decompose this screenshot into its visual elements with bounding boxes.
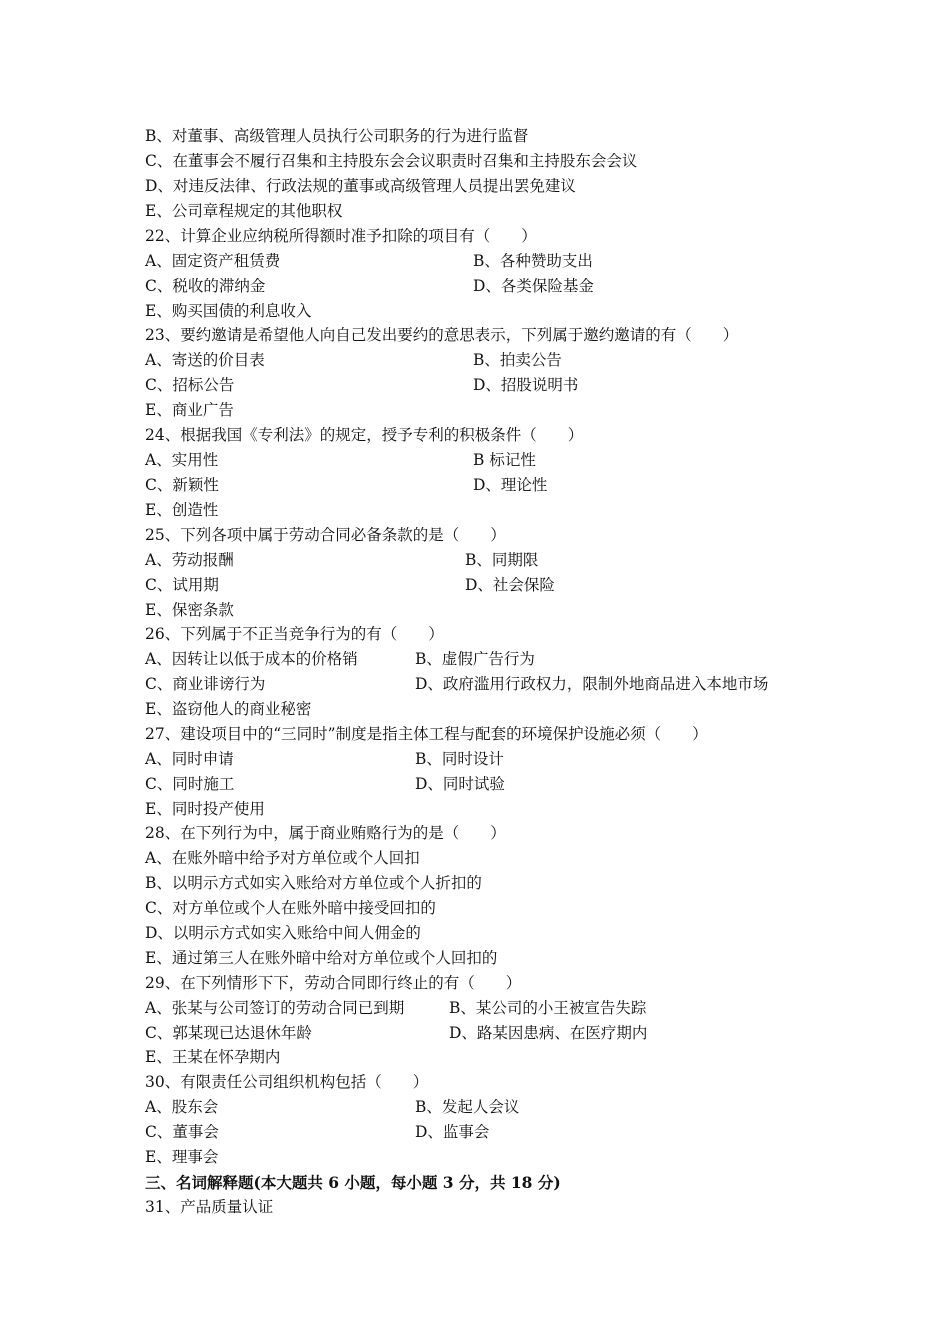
option-d: D、以明示方式如实入账给中间人佣金的 — [145, 924, 421, 942]
option-c: C、郭某现已达退休年龄 — [145, 1024, 312, 1042]
option-c: C、税收的滞纳金 — [145, 277, 266, 295]
option-b: B、各种赞助支出 — [473, 252, 593, 270]
option-line: C、在董事会不履行召集和主持股东会会议职责时召集和主持股东会会议 — [145, 152, 638, 170]
option-a: A、固定资产租赁费 — [145, 252, 281, 270]
option-d: D、路某因患病、在医疗期内 — [449, 1024, 648, 1042]
option-e: E、保密条款 — [145, 601, 234, 619]
question-stem: 30、有限责任公司组织机构包括（ ） — [145, 1073, 429, 1091]
option-c: C、董事会 — [145, 1123, 219, 1141]
option-c: C、试用期 — [145, 576, 219, 594]
option-a: A、同时申请 — [145, 750, 234, 768]
option-line: E、公司章程规定的其他职权 — [145, 202, 343, 220]
option-e: E、王某在怀孕期内 — [145, 1048, 281, 1066]
option-b: B、同时设计 — [415, 750, 504, 768]
option-d: D、政府滥用行政权力，限制外地商品进入本地市场 — [415, 675, 769, 693]
option-b: B、某公司的小王被宣告失踪 — [449, 999, 647, 1017]
question-stem: 25、下列各项中属于劳动合同必备条款的是（ ） — [145, 526, 506, 544]
option-d: D、理论性 — [473, 476, 548, 494]
section-heading: 三、名词解释题(本大题共 6 小题，每小题 3 分，共 18 分) — [145, 1173, 561, 1192]
option-b: B、虚假广告行为 — [415, 650, 535, 668]
option-e: E、盗窃他人的商业秘密 — [145, 700, 312, 718]
question-stem: 26、下列属于不正当竞争行为的有（ ） — [145, 625, 444, 643]
question-stem: 22、计算企业应纳税所得额时准予扣除的项目有（ ） — [145, 227, 537, 245]
option-e: E、通过第三人在账外暗中给对方单位或个人回扣的 — [145, 949, 498, 967]
option-line: B、对董事、高级管理人员执行公司职务的行为进行监督 — [145, 127, 529, 145]
question-stem: 24、根据我国《专利法》的规定，授予专利的积极条件（ ） — [145, 426, 584, 444]
option-e: E、同时投产使用 — [145, 800, 265, 818]
option-e: E、购买国债的利息收入 — [145, 302, 312, 320]
option-a: A、劳动报酬 — [145, 551, 234, 569]
question-stem: 29、在下列情形下下，劳动合同即行终止的有（ ） — [145, 974, 522, 992]
option-d: D、招股说明书 — [473, 376, 579, 394]
option-d: D、社会保险 — [465, 576, 555, 594]
option-a: A、张某与公司签订的劳动合同已到期 — [145, 999, 405, 1017]
option-a: A、因转让以低于成本的价格销 — [145, 650, 358, 668]
option-b: B、拍卖公告 — [473, 351, 562, 369]
option-e: E、商业广告 — [145, 401, 234, 419]
option-a: A、寄送的价目表 — [145, 351, 265, 369]
question-stem: 23、要约邀请是希望他人向自己发出要约的意思表示，下列属于邀约邀请的有（ ） — [145, 326, 739, 344]
option-b: B、发起人会议 — [415, 1098, 520, 1116]
option-b: B、以明示方式如实入账给对方单位或个人折扣的 — [145, 874, 482, 892]
option-b: B 标记性 — [473, 451, 536, 469]
option-b: B、同期限 — [465, 551, 539, 569]
option-c: C、招标公告 — [145, 376, 235, 394]
question-stem: 27、建设项目中的“三同时”制度是指主体工程与配套的环境保护设施必须（ ） — [145, 725, 708, 743]
option-line: D、对违反法律、行政法规的董事或高级管理人员提出罢免建议 — [145, 177, 576, 195]
option-a: A、股东会 — [145, 1098, 219, 1116]
option-d: D、监事会 — [415, 1123, 490, 1141]
option-d: D、同时试验 — [415, 775, 505, 793]
option-c: C、商业诽谤行为 — [145, 675, 266, 693]
question-stem: 28、在下列行为中，属于商业贿赂行为的是（ ） — [145, 824, 506, 842]
option-d: D、各类保险基金 — [473, 277, 594, 295]
option-c: C、新颖性 — [145, 476, 219, 494]
option-c: C、同时施工 — [145, 775, 235, 793]
option-c: C、对方单位或个人在账外暗中接受回扣的 — [145, 899, 436, 917]
question-stem: 31、产品质量认证 — [145, 1198, 274, 1216]
option-a: A、在账外暗中给予对方单位或个人回扣 — [145, 849, 420, 867]
option-e: E、理事会 — [145, 1148, 219, 1166]
option-e: E、创造性 — [145, 501, 219, 519]
option-a: A、实用性 — [145, 451, 219, 469]
